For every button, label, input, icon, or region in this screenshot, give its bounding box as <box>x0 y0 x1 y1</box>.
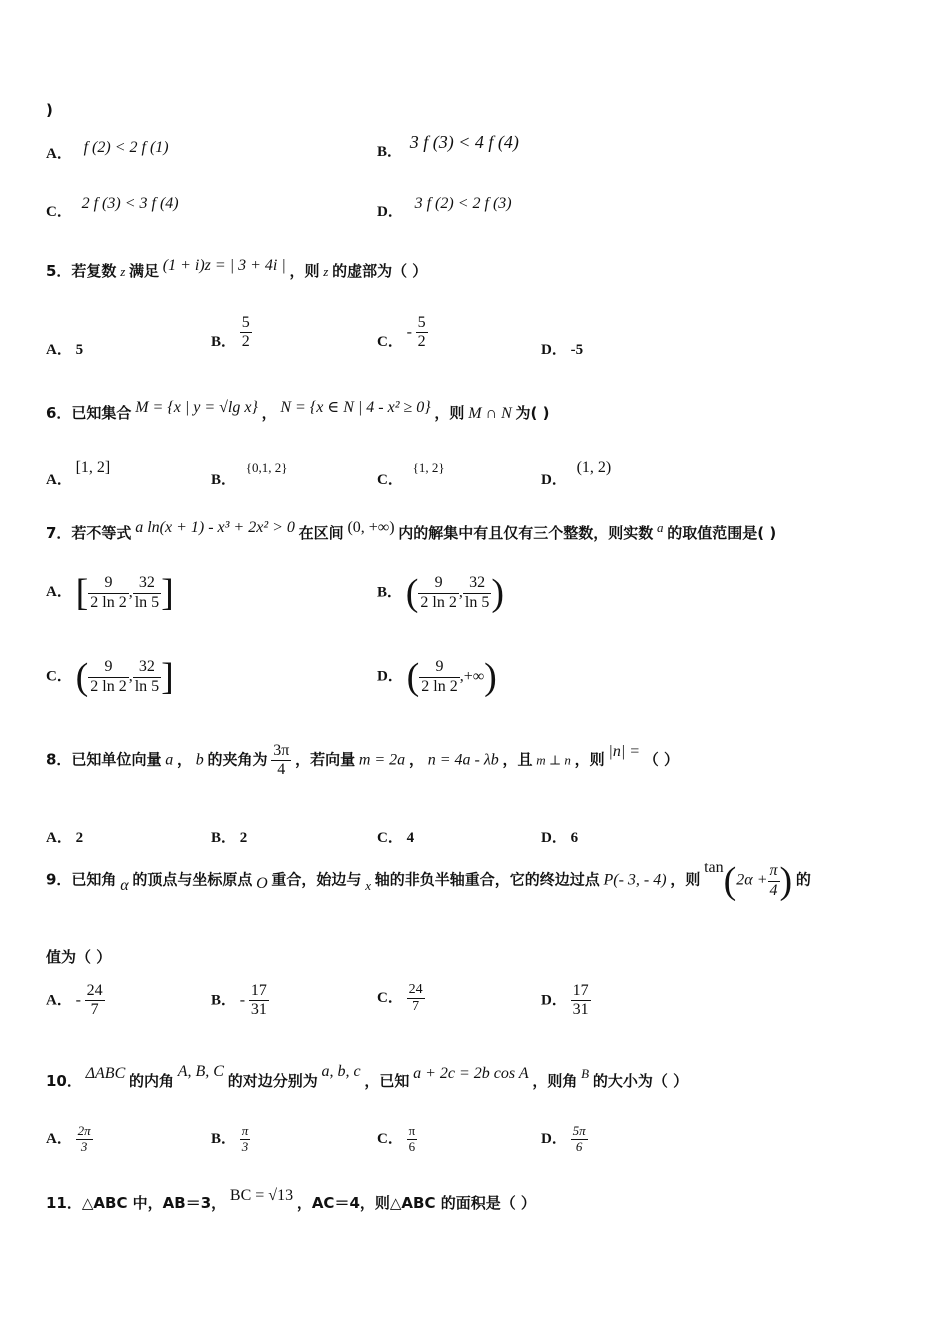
fraction-num: 3π <box>271 742 291 761</box>
q5-suffix: 的虚部为（ ） <box>332 262 428 280</box>
option-label: A． <box>46 472 72 488</box>
fraction-den: 7 <box>412 999 420 1015</box>
option-label: A． <box>46 584 72 601</box>
q5-var-z2: z <box>323 264 329 279</box>
q5-mid2: ，则 <box>289 262 320 280</box>
option-label: D． <box>541 1130 567 1147</box>
q11-bc: BC = √13 <box>229 1187 294 1204</box>
q9-option-c[interactable] <box>377 982 425 1015</box>
q7-option-d[interactable] <box>377 658 497 696</box>
q6-prefix: 6．已知集合 <box>46 404 132 422</box>
option-value: 6 <box>570 830 579 846</box>
option-value: (1, 2) <box>576 459 612 476</box>
q8-mid3: ，且 <box>502 750 533 769</box>
fraction-num: π <box>768 862 780 881</box>
q6-option-c[interactable] <box>377 460 445 489</box>
comma: , <box>459 667 464 685</box>
comma: , <box>458 583 463 601</box>
fraction-num: 24 <box>85 982 105 1001</box>
option-fraction <box>76 1124 93 1155</box>
option-label: D． <box>377 204 403 220</box>
q9-mid3: 轴的非负半轴重合，它的终边过点 <box>374 870 600 889</box>
q9-option-a[interactable] <box>46 982 105 1020</box>
fraction-den: 2 ln 2 <box>421 677 458 695</box>
fraction-num: π <box>408 1123 416 1138</box>
q11-stem <box>46 1187 536 1213</box>
q6-mid: ，则 <box>434 404 465 422</box>
option-label: C． <box>377 472 403 488</box>
option-label: D． <box>541 830 567 846</box>
fraction-den: 4 <box>769 881 778 899</box>
fraction-den: 6 <box>408 1138 416 1154</box>
q5-condition: (1 + i)z = | 3 + 4i | <box>162 257 286 274</box>
option-label: D． <box>541 992 567 1009</box>
fraction-den: ln 5 <box>134 593 160 611</box>
q5-mid: 满足 <box>129 262 160 280</box>
q8-suffix: （ ） <box>643 750 679 769</box>
q8-option-d[interactable] <box>541 826 578 847</box>
q9-prefix: 9．已知角 <box>46 870 117 889</box>
fraction-den: ln 5 <box>464 593 490 611</box>
q7-var-a: a <box>657 520 664 535</box>
q9-alpha: α <box>120 877 129 895</box>
q7-mid: 在区间 <box>298 524 344 542</box>
q9-point: P(- 3, - 4) <box>603 871 667 889</box>
paren-right: ) <box>491 572 504 614</box>
fraction-num: 32 <box>133 658 161 677</box>
q10-suffix: 的大小为（ ） <box>592 1072 689 1090</box>
q10-option-d[interactable] <box>541 1124 588 1155</box>
q8-vec-m: m = 2a <box>358 751 406 769</box>
paren-left: ( <box>406 656 420 698</box>
q8-angle <box>271 742 291 780</box>
option-fraction <box>85 982 105 1020</box>
fraction-1 <box>418 574 458 612</box>
option-label: A． <box>46 1130 72 1147</box>
q6-option-a[interactable] <box>46 459 111 489</box>
bracket-right: ] <box>161 572 174 614</box>
option-label: B． <box>211 334 237 351</box>
option-fraction <box>571 1124 588 1155</box>
option-math: 3 f (2) < 2 f (3) <box>414 195 512 212</box>
q7-option-c[interactable] <box>46 658 174 696</box>
q6-expr: M ∩ N <box>468 405 512 422</box>
option-value: 2 <box>75 830 84 846</box>
q8-prefix: 8．已知单位向量 <box>46 750 162 769</box>
q9-option-d[interactable] <box>541 982 591 1020</box>
q7-interval: (0, +∞) <box>347 519 395 536</box>
fraction-den: 2 ln 2 <box>90 677 127 695</box>
fraction-1 <box>88 574 128 612</box>
paren-right: ) <box>484 656 497 698</box>
q6-sep: ， <box>261 404 277 422</box>
comma: , <box>128 667 133 685</box>
q9-mid2: 重合，始边与 <box>271 870 362 889</box>
option-fraction <box>407 982 425 1015</box>
q6-set-m: M = {x | y = √lg x} <box>135 399 258 416</box>
q5-prefix: 5．若复数 <box>46 262 117 280</box>
option-label: B． <box>211 992 237 1009</box>
option-label: C． <box>46 668 72 685</box>
fraction-den: 3 <box>241 1138 249 1154</box>
q7-option-a[interactable] <box>46 574 174 612</box>
q6-suffix: 为( ) <box>515 404 550 422</box>
fraction-num: 5 <box>416 314 428 333</box>
option-label: A． <box>46 342 72 358</box>
option-fraction <box>240 1124 251 1155</box>
q8-mid4: ，则 <box>574 750 605 769</box>
fraction-num: 17 <box>249 982 269 1001</box>
q10-option-a[interactable] <box>46 1124 93 1155</box>
q9-tan-arg: 2α + <box>736 871 768 889</box>
q8-option-c[interactable] <box>377 826 414 847</box>
option-label: C． <box>377 990 403 1007</box>
option-math: 2 f (3) < 3 f (4) <box>81 195 179 212</box>
q4-option-c[interactable] <box>46 195 179 221</box>
comma: , <box>128 583 133 601</box>
q10-sides: a, b, c <box>321 1063 361 1080</box>
q8-perp: m ⊥ n <box>536 752 571 768</box>
q10-num: 10． <box>46 1072 82 1090</box>
option-value: 4 <box>406 830 415 846</box>
q10-mid: 的内角 <box>128 1072 174 1090</box>
fraction-num: 17 <box>571 982 591 1001</box>
option-label: D． <box>377 668 403 685</box>
q4-option-a[interactable] <box>46 139 169 163</box>
paren-right: ) <box>779 860 793 902</box>
q7-mid2: 内的解集中有且仅有三个整数，则实数 <box>398 524 654 542</box>
q9-option-b[interactable] <box>211 982 269 1020</box>
option-fraction <box>416 314 428 352</box>
fraction-den: 31 <box>572 1001 589 1019</box>
option-sign: - <box>239 991 246 1009</box>
q10-option-b[interactable] <box>211 1124 250 1155</box>
q8-stem <box>46 742 679 780</box>
fraction-2 <box>133 574 161 612</box>
q10-mid4: ，则角 <box>532 1072 578 1090</box>
fraction-num: 9 <box>418 574 458 593</box>
fraction-den: 3 <box>80 1138 88 1154</box>
option-label: C． <box>377 1130 403 1147</box>
fraction-den: 2 ln 2 <box>90 593 127 611</box>
q5-stem <box>46 257 428 281</box>
q6-option-b[interactable] <box>211 460 288 489</box>
bracket-right: ] <box>161 656 174 698</box>
fraction-num: 5 <box>240 314 252 333</box>
option-math: f (2) < 2 f (1) <box>83 139 169 156</box>
leading-paren: ) <box>46 101 53 119</box>
option-fraction <box>240 314 252 352</box>
option-label: D． <box>541 342 567 358</box>
q5-option-d[interactable] <box>541 338 583 359</box>
option-value: 2 <box>239 830 248 846</box>
q10-mid2: 的对边分别为 <box>227 1072 318 1090</box>
q7-option-b[interactable] <box>377 574 504 612</box>
q10-option-c[interactable] <box>377 1124 417 1155</box>
fraction-num: 5π <box>572 1123 586 1138</box>
option-math: 3 f (3) < 4 f (4) <box>409 132 519 152</box>
q5-option-c[interactable] <box>377 314 428 352</box>
q9-tan-frac <box>768 862 780 900</box>
q8-mid2: ，若向量 <box>295 750 356 769</box>
option-value: -5 <box>570 342 584 358</box>
fraction-num: 9 <box>88 574 128 593</box>
fraction-2 <box>463 574 491 612</box>
fraction-1 <box>419 658 459 696</box>
q8-option-a[interactable] <box>46 826 83 847</box>
option-sign: - <box>75 991 81 1009</box>
fraction-num: 24 <box>407 982 425 999</box>
q8-sep2: ， <box>408 750 424 769</box>
q8-mid: 的夹角为 <box>207 750 268 769</box>
q5-var-z: z <box>120 264 126 279</box>
fraction-den: 2 <box>417 333 426 351</box>
option-label: B． <box>211 472 237 488</box>
q10-stem <box>46 1063 689 1091</box>
option-label: C． <box>46 204 72 220</box>
q10-angles: A, B, C <box>177 1063 224 1080</box>
q9-tan: tan <box>704 859 724 877</box>
q8-var-b: b <box>195 751 204 769</box>
q10-equation: a + 2c = 2b cos A <box>413 1065 529 1082</box>
bracket-left: [ <box>75 572 89 614</box>
option-label: B． <box>211 1130 237 1147</box>
q11-prefix: 11．△ABC 中，AB＝3， <box>46 1194 227 1212</box>
option-value: [1, 2] <box>75 459 111 476</box>
q9-x: x <box>365 878 371 894</box>
option-label: A． <box>46 992 72 1009</box>
fraction-1 <box>88 658 128 696</box>
q8-sep: ， <box>176 750 192 769</box>
fraction-den: 7 <box>90 1001 99 1019</box>
q8-abs-n: |n| = <box>608 743 641 761</box>
fraction-den: ln 5 <box>134 677 160 695</box>
q9-stem <box>46 859 811 902</box>
q4-option-b[interactable] <box>377 132 519 161</box>
fraction-num: 2π <box>77 1123 91 1138</box>
q8-option-b[interactable] <box>211 826 247 847</box>
q9-line2: 值为（ ） <box>46 948 112 966</box>
q10-mid3: ，已知 <box>364 1072 410 1090</box>
option-label: A． <box>46 830 72 846</box>
paren-left: ( <box>75 656 89 698</box>
q6-option-d[interactable] <box>541 459 612 489</box>
paren-left: ( <box>723 860 737 902</box>
fraction-den: 2 ln 2 <box>420 593 457 611</box>
fraction-den: 4 <box>277 761 286 779</box>
fraction-den: 2 <box>241 333 250 351</box>
option-value: {1, 2} <box>412 460 445 475</box>
q5-option-b[interactable] <box>211 314 252 352</box>
q8-vec-n: n = 4a - λb <box>427 751 499 769</box>
fraction-num: π <box>241 1123 249 1138</box>
q11-suffix: ，AC＝4，则△ABC 的面积是（ ） <box>296 1194 536 1212</box>
option-fraction <box>249 982 269 1020</box>
option-label: A． <box>46 146 72 162</box>
q7-suffix: 的取值范围是( ) <box>667 524 777 542</box>
fraction-num: 9 <box>88 658 128 677</box>
option-value: {0,1, 2} <box>245 460 288 475</box>
option-label: C． <box>377 334 403 351</box>
fraction-num: 9 <box>419 658 459 677</box>
option-label: D． <box>541 472 567 488</box>
infinity: +∞ <box>463 668 485 685</box>
q5-option-a[interactable] <box>46 338 83 359</box>
option-label: C． <box>377 830 403 846</box>
q9-suffix: 的 <box>795 870 811 889</box>
q7-ineq: a ln(x + 1) - x³ + 2x² > 0 <box>135 519 295 536</box>
option-fraction <box>407 1124 418 1155</box>
fraction-2 <box>133 658 161 696</box>
option-sign: - <box>406 323 412 341</box>
option-value: 5 <box>75 342 84 358</box>
q10-angle-b: B <box>581 1066 590 1081</box>
fraction-den: 31 <box>250 1001 267 1019</box>
q10-triangle: ΔABC <box>85 1065 126 1082</box>
q7-prefix: 7．若不等式 <box>46 524 132 542</box>
option-label: B． <box>211 830 237 846</box>
q9-origin: O <box>256 875 268 893</box>
q8-var-a: a <box>165 751 174 769</box>
q9-mid: 的顶点与坐标原点 <box>132 870 253 889</box>
fraction-num: 32 <box>133 574 161 593</box>
q9-mid4: ，则 <box>670 870 701 889</box>
paren-left: ( <box>405 572 419 614</box>
q7-stem <box>46 519 777 543</box>
option-label: B． <box>377 144 403 160</box>
option-label: B． <box>377 584 403 601</box>
option-fraction <box>571 982 591 1020</box>
q6-stem <box>46 399 550 423</box>
fraction-den: 6 <box>575 1138 583 1154</box>
q6-set-n: N = {x ∈ N | 4 - x² ≥ 0} <box>280 399 431 416</box>
fraction-num: 32 <box>463 574 491 593</box>
q4-option-d[interactable] <box>377 195 512 221</box>
